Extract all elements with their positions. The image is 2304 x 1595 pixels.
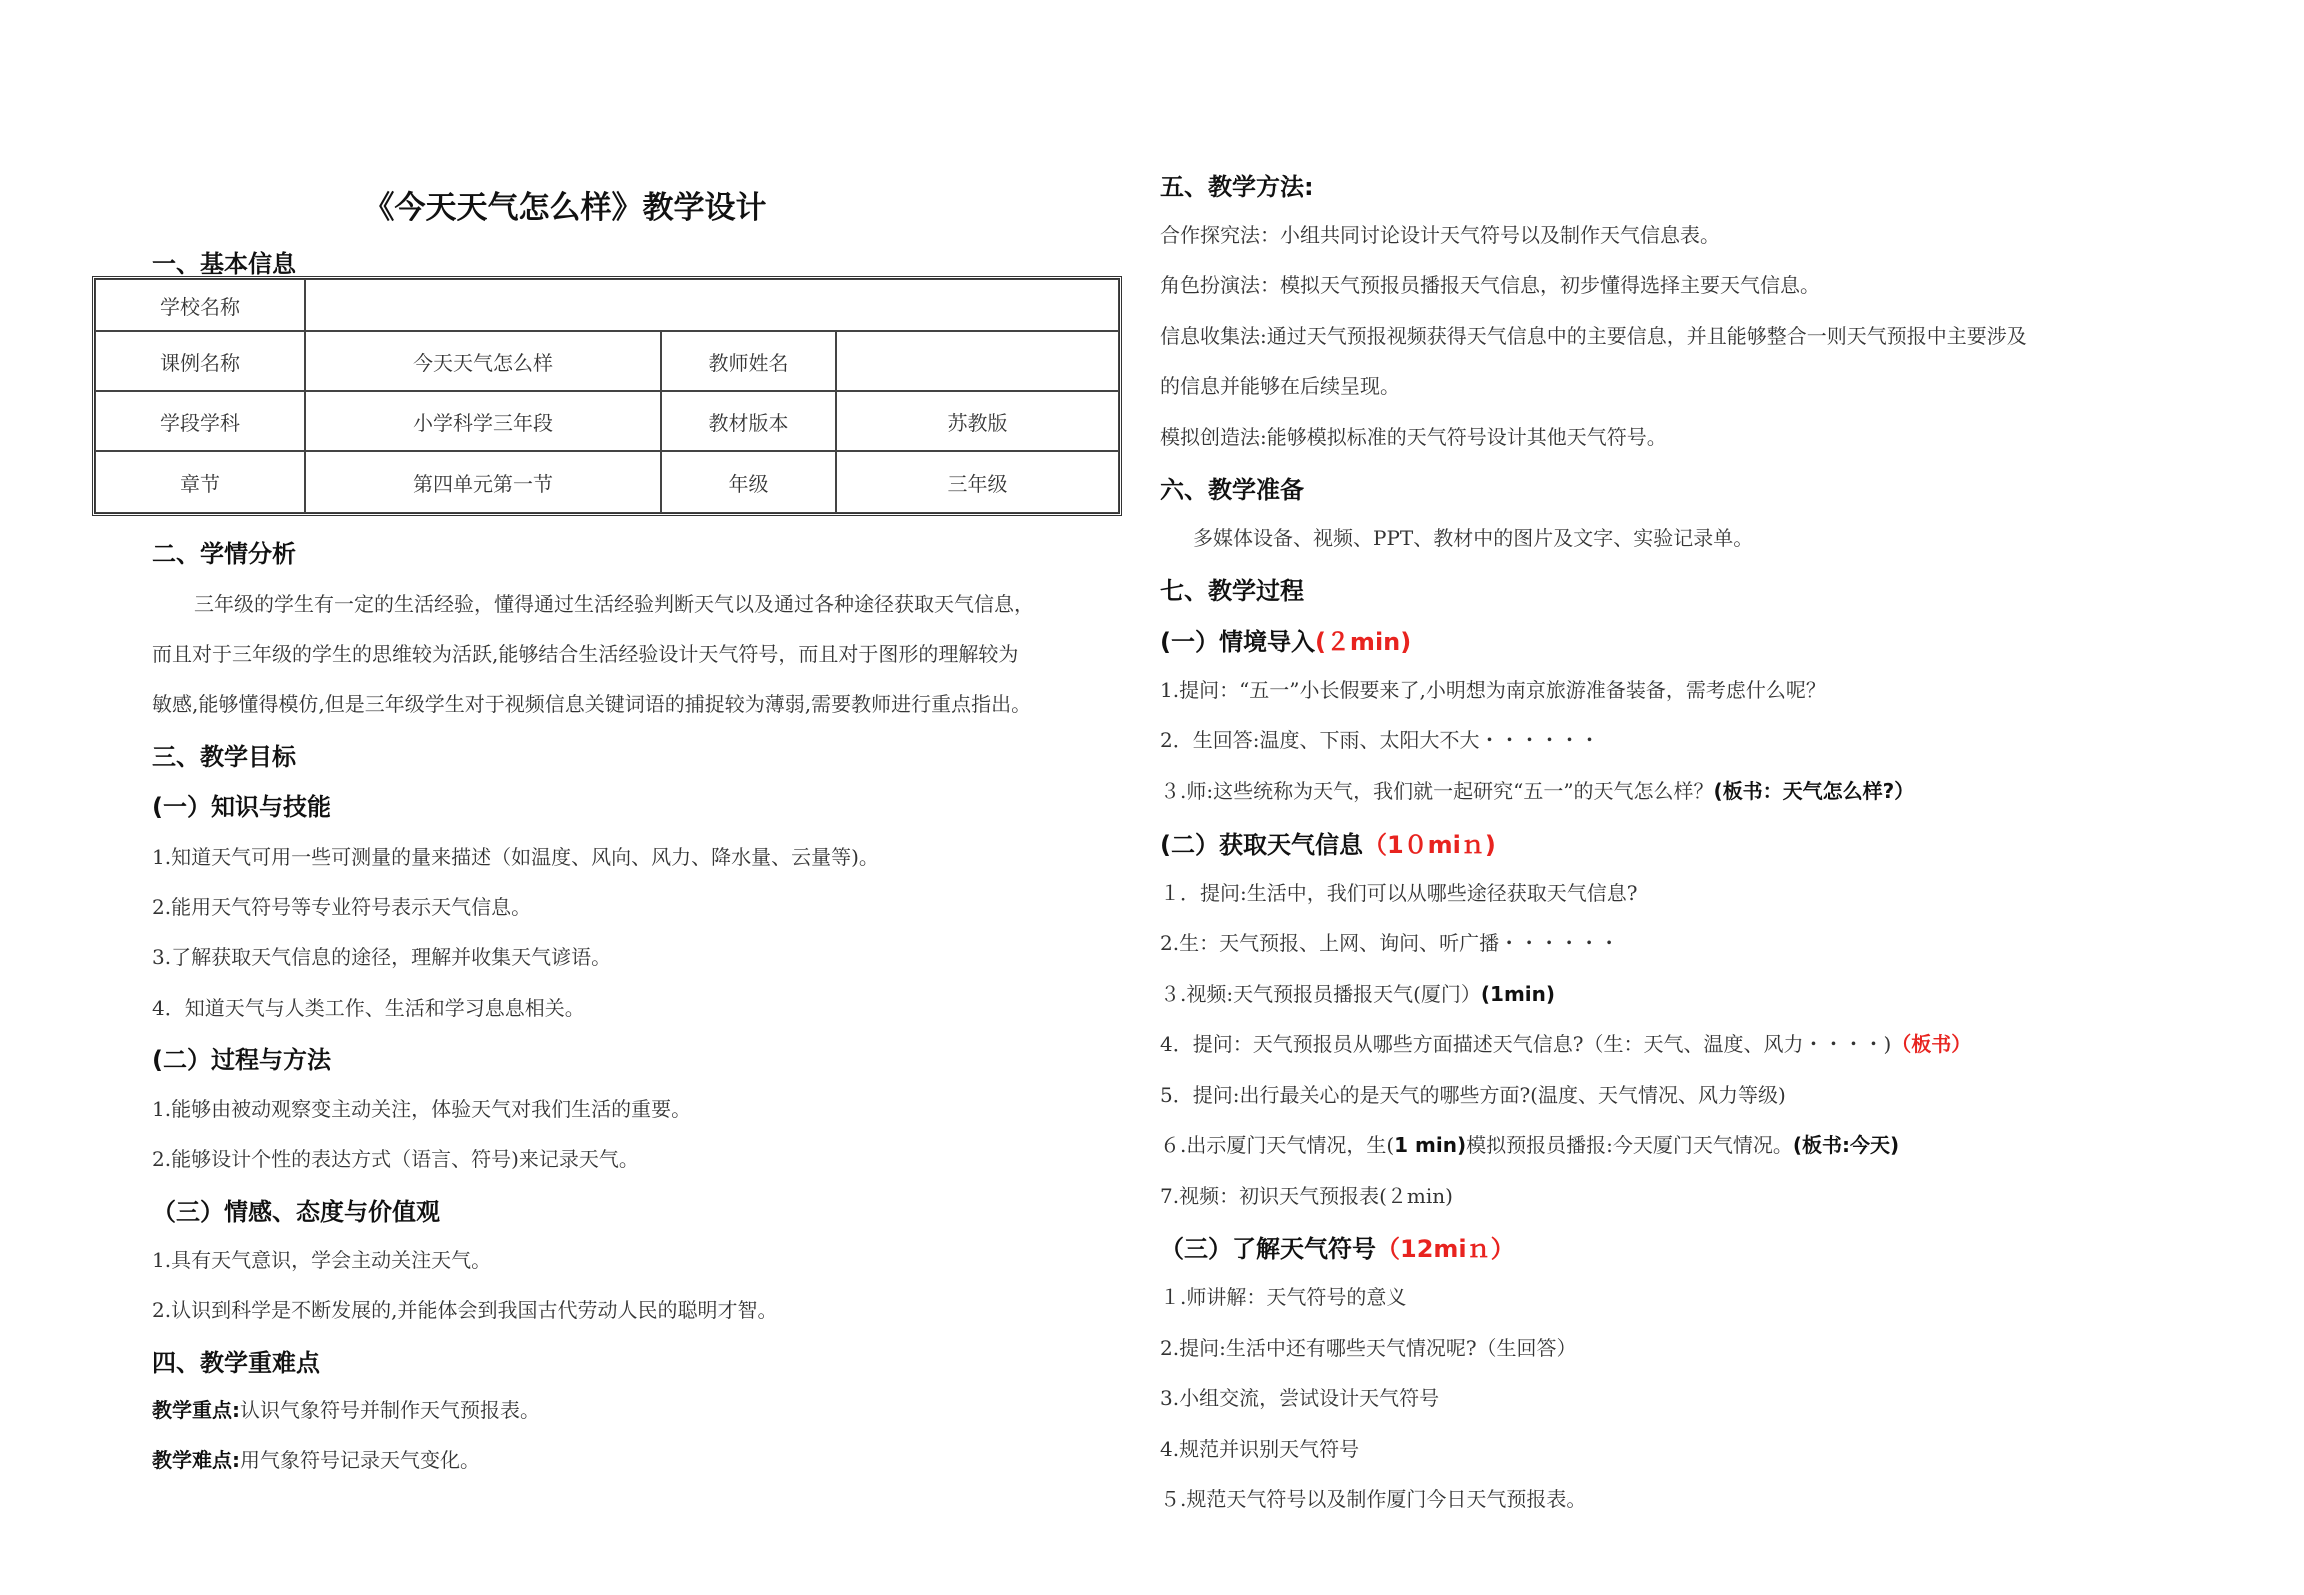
difficult-point [152,1444,480,1473]
key-label: 教学重点: [152,1398,240,1422]
section-basic-info: 一、基本信息 [152,250,296,278]
teacher-label: 教师姓名 [661,331,836,391]
goal3-item: 1.具有天气意识，学会主动关注天气。 [152,1248,492,1272]
process3-time: （12miｎ） [1376,1235,1515,1263]
school-label: 学校名称 [95,279,305,331]
goal1-item: 3.了解获取天气信息的途径，理解并收集天气谚语。 [152,945,612,969]
edition-value: 苏教版 [836,391,1119,451]
process3-item: 3.小组交流，尝试设计天气符号 [1160,1386,1440,1410]
goal1-item: 2.能用天气符号等专业符号表示天气信息。 [152,895,532,919]
analysis-line: 三年级的学生有一定的生活经验，懂得通过生活经验判断天气以及通过各种途径获取天气信息， [194,592,1034,616]
section-key-points: 四、教学重难点 [152,1349,320,1377]
process1-item: 1.提问：“五一”小长假要来了,小明想为南京旅游准备装备，需考虑什么呢？ [1160,678,1826,702]
stage-label: 学段学科 [95,391,305,451]
section-analysis: 二、学情分析 [152,540,296,568]
process1-item: 2．生回答:温度、下雨、太阳大不大・・・・・・ [1160,728,1600,752]
edition-label: 教材版本 [661,391,836,451]
process2-item [1160,1028,1971,1057]
method-item: 模拟创造法:能够模拟标准的天气符号设计其他天气符号。 [1160,425,1667,449]
basic-info-table [92,276,1122,516]
key-point [152,1394,540,1423]
process2-title-text: (二）获取天气信息 [1160,831,1363,859]
process1-item [1160,775,1914,804]
preparation-text: 多媒体设备、视频、PPT、教材中的图片及文字、实验记录单。 [1193,526,1754,550]
section-methods: 五、教学方法: [1160,173,1314,201]
chapter-value: 第四单元第一节 [305,451,661,513]
goal1-item: 4．知道天气与人类工作、生活和学习息息相关。 [152,996,585,1020]
grade-value: 三年级 [836,451,1119,513]
process2-item-text: 模拟预报员播报:今天厦门天气情况。 [1466,1133,1793,1157]
process3-item: １.师讲解：天气符号的意义 [1160,1285,1407,1309]
goal3-item: 2.认识到科学是不断发展的,并能体会到我国古代劳动人民的聪明才智。 [152,1298,778,1322]
process3-title-text: （三）了解天气符号 [1160,1235,1376,1263]
stage-value: 小学科学三年段 [305,391,661,451]
board-note-red: （板书） [1891,1032,1972,1056]
process2-item-text: ３.视频:天气预报员播报天气(厦门） [1160,982,1481,1006]
process2-item: １．提问:生活中，我们可以从哪些途径获取天气信息? [1160,881,1638,905]
goal2-item: 1.能够由被动观察变主动关注，体验天气对我们生活的重要。 [152,1097,692,1121]
section-goals: 三、教学目标 [152,743,296,771]
process2-item: 5．提问:出行最关心的是天气的哪些方面?(温度、天气情况、风力等级) [1160,1083,1786,1107]
goal3-title: （三）情感、态度与价值观 [152,1198,440,1226]
goal2-title: (二）过程与方法 [152,1046,331,1074]
process2-item [1160,1129,1899,1158]
board-note: (板书:今天) [1792,1133,1900,1157]
process1-title [1160,622,1411,657]
teacher-value [836,331,1119,391]
section-preparation: 六、教学准备 [1160,476,1304,504]
duration-note: (1min) [1480,982,1556,1006]
page-title: 《今天天气怎么样》教学设计 [363,190,767,226]
method-item: 的信息并能够在后续呈现。 [1160,374,1400,398]
process3-item: 4.规范并识别天气符号 [1160,1437,1360,1461]
analysis-line: 敏感,能够懂得模仿,但是三年级学生对于视频信息关键词语的捕捉较为薄弱,需要教师进行重点指出。 [152,692,1032,716]
difficult-label: 教学难点: [152,1448,240,1472]
goal1-item: 1.知道天气可用一些可测量的量来描述（如温度、风向、风力、降水量、云量等)。 [152,845,879,869]
process2-item: 7.视频：初识天气预报表(２min) [1160,1184,1453,1208]
goal1-title: (一）知识与技能 [152,793,331,821]
section-process: 七、教学过程 [1160,577,1304,605]
process2-item [1160,978,1555,1007]
process1-time: (２min) [1314,628,1412,656]
process2-time: （1０miｎ) [1362,831,1496,859]
process2-item-text: ６.出示厦门天气情况，生( [1160,1133,1395,1157]
method-item: 合作探究法：小组共同讨论设计天气符号以及制作天气信息表。 [1160,223,1720,247]
process3-title [1160,1229,1515,1264]
analysis-line: 而且对于三年级的学生的思维较为活跃,能够结合生活经验设计天气符号，而且对于图形的理解较为 [152,642,1019,666]
process1-item-text: ３.师:这些统称为天气，我们就一起研究“五一”的天气怎么样？ [1160,779,1714,803]
key-text: 认识气象符号并制作天气预报表。 [240,1398,540,1422]
difficult-text: 用气象符号记录天气变化。 [240,1448,480,1472]
process2-title [1160,825,1496,860]
goal2-item: 2.能够设计个性的表达方式（语言、符号)来记录天气。 [152,1147,639,1171]
process1-title-text: (一）情境导入 [1160,628,1315,656]
chapter-label: 章节 [95,451,305,513]
grade-label: 年级 [661,451,836,513]
method-item: 信息收集法:通过天气预报视频获得天气信息中的主要信息，并且能够整合一则天气预报中主要涉及 [1160,324,2027,348]
process2-item: 2.生：天气预报、上网、询问、听广播・・・・・・ [1160,931,1620,955]
duration-note: 1 min) [1394,1133,1467,1157]
course-value: 今天天气怎么样 [305,331,661,391]
course-label: 课例名称 [95,331,305,391]
method-item: 角色扮演法：模拟天气预报员播报天气信息，初步懂得选择主要天气信息。 [1160,273,1820,297]
board-note: (板书：天气怎么样?） [1713,779,1915,803]
process3-item: 2.提问:生活中还有哪些天气情况呢?（生回答） [1160,1336,1577,1360]
process3-item: ５.规范天气符号以及制作厦门今日天气预报表。 [1160,1487,1587,1511]
school-value [305,279,1119,331]
process2-item-text: 4．提问：天气预报员从哪些方面描述天气信息?（生：天气、温度、风力・・・・) [1160,1032,1892,1056]
